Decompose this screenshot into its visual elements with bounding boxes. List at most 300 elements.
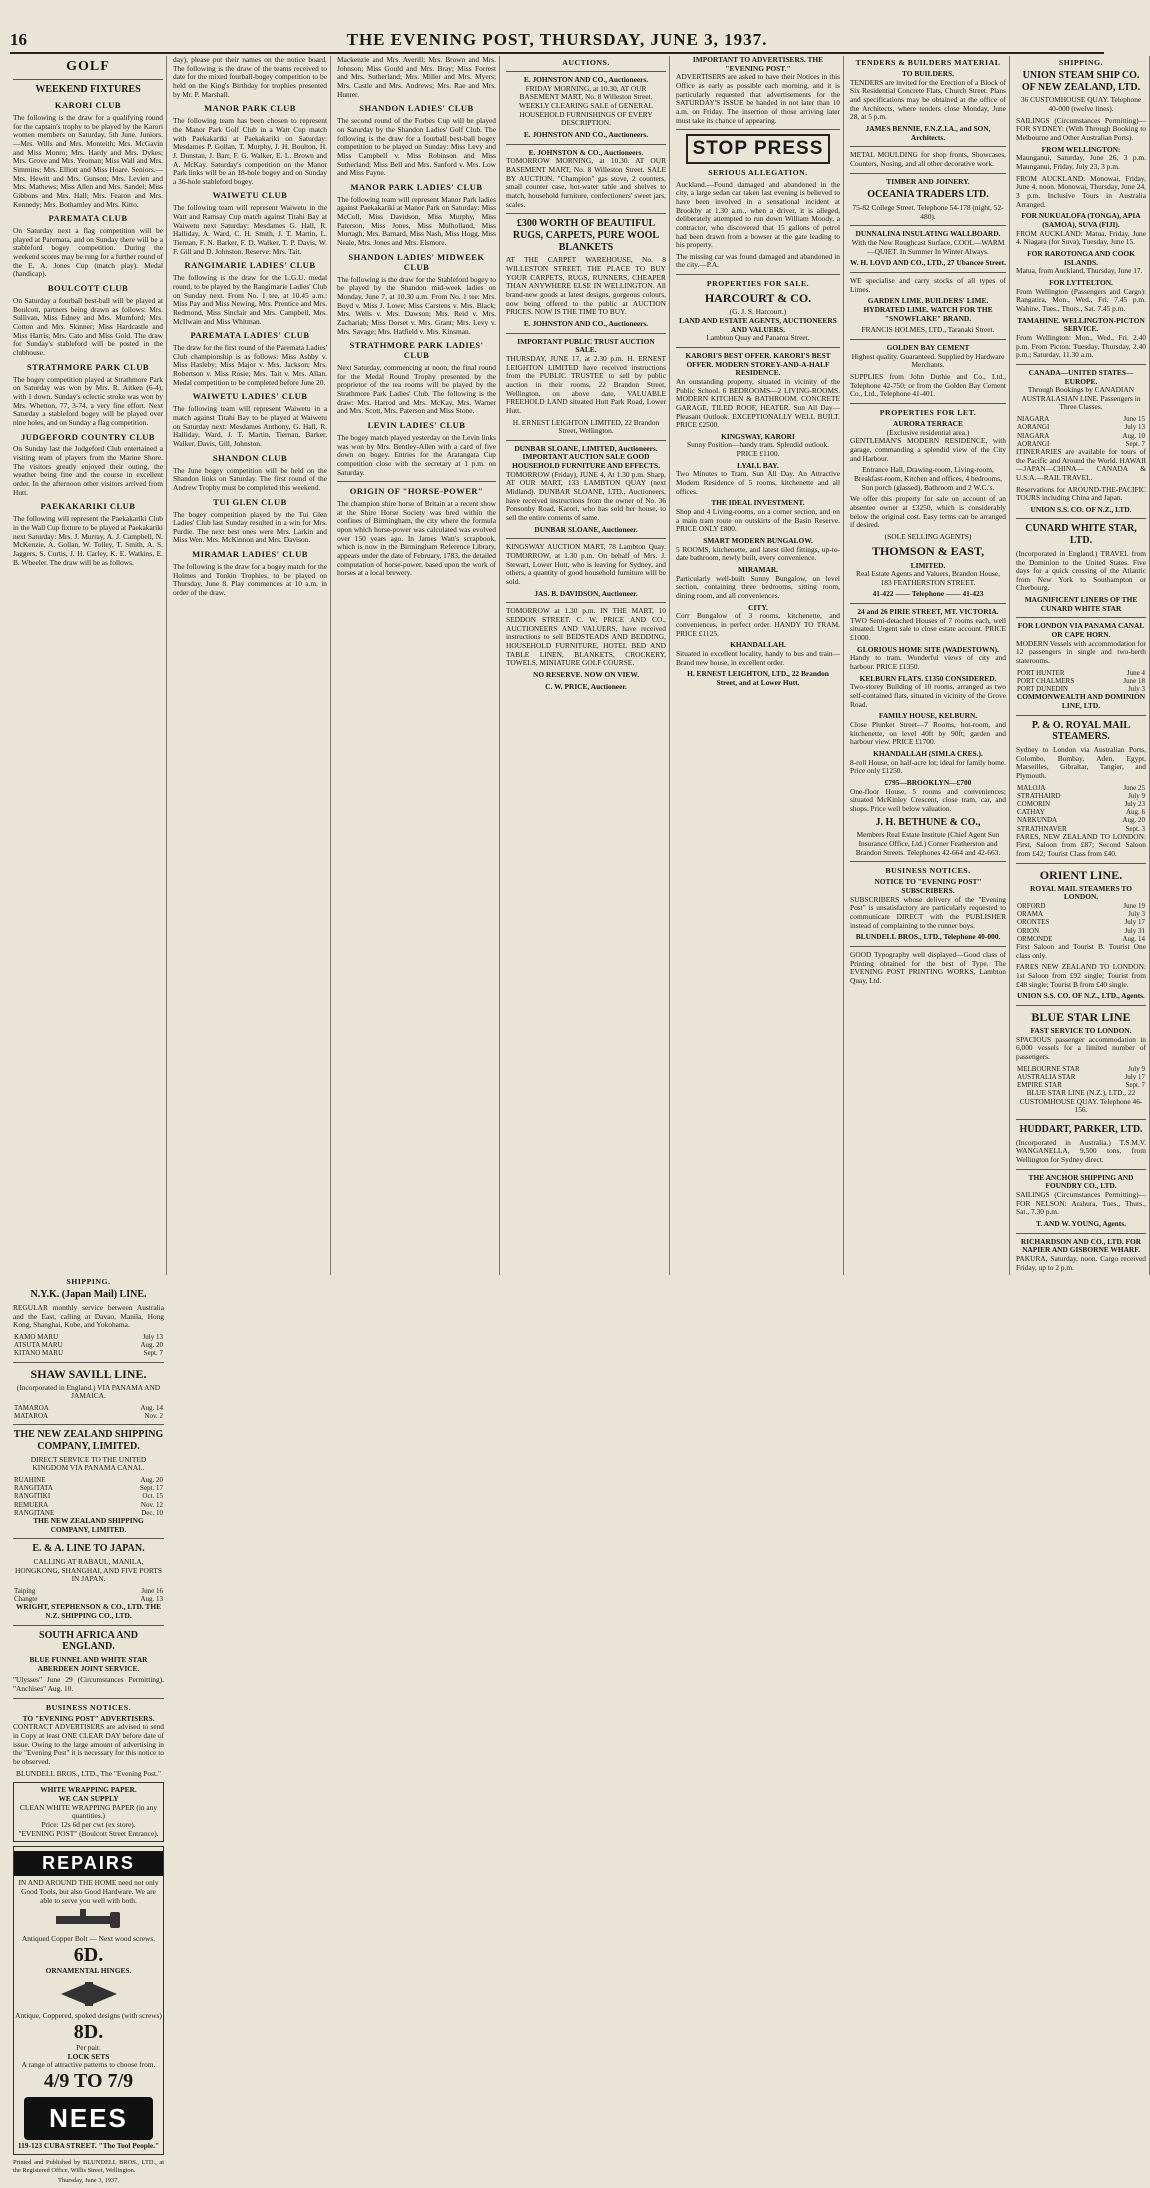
imprint: Printed and Published by BLUNDELL BROS., LTD., at the Registered Office, Willis Street, Wellington. [13,2159,164,2174]
divider [13,1698,164,1699]
divider [1016,1169,1146,1170]
listing-brooklyn-title: £795—BROOKLYN—£700 [884,777,972,787]
article-paekakariki: The following will represent the Paekakariki Club in the Wall Cup fixture to be played at Paekakariki next Saturday: Mrs. J. Murray, A. J. Campbell, N. McKenzie, A. Gollan, W. Tolley, T. Smith, A. S. Jaggers, S. Curtis, J. H. Carley, K. E. Watkins, E. B. Wheeler. The draw will be as follows. [13,514,163,567]
ad-ward-sign: W. H. LOVD AND CO., LTD., 27 Ubancee Street. [850,258,1006,268]
divider [850,272,1006,273]
weekend-fixtures-heading: WEEKEND FIXTURES [35,84,141,96]
column-golf-2 [170,56,331,1275]
listing-ideal-title: THE IDEAL INVESTMENT. [711,498,805,508]
table-row: TAMAROA Aug. 14 [14,1404,163,1412]
ad-carpet-sign: E. JOHNSTON AND CO., Auctioneers. [523,318,649,328]
ad-union-from-wellington: FROM WELLINGTON: [1041,144,1121,154]
ad-limes-list: GARDEN LIME. BUILDERS' LIME. HYDRATED LIME. WATCH FOR THE "SNOWFLAKE" BRAND. [863,296,993,323]
ad-metal-text: METAL MOULDING for shop fronts, Showcases, Counters, Nosing, and all other decorative work. [850,150,1006,169]
ad-dunbar-sub: IMPORTANT AUCTION SALE GOOD HOUSEHOLD FURNITURE AND EFFECTS. [512,452,660,471]
ad-port-line-title: FOR LONDON VIA PANAMA CANAL OR CAPE HORN. [1017,621,1145,640]
ad-cement-text: Highest quality. Guaranteed. Supplied by Hardware Merchants. [851,351,1005,370]
schedule-port-line [1016,669,1146,694]
column-shipping-2 [10,1275,167,2188]
ad-po-text: Sydney to London via Australian Ports, Colombo, Bombay, Aden, Egypt, Marseilles, Gibraltar, Tangier, and Plymouth. [1016,744,1146,780]
ad-bluestar-sub: FAST SERVICE TO LONDON. [1030,1025,1132,1035]
article-karori: The following is the draw for a qualifying round for the captain's trophy to be played by the Karori women members on Saturday, 5th June. Juniors.—Mrs. Wills and Mrs. Monteith; Mrs. McGavin and Miss Monro; Mrs. Hardy and Mrs. Dykes; Mrs. Grove and Mrs. Yeoman; Miss Wall and Mrs. Simmins; Mrs. Elliott and Miss Hoare. Seniors.—Mrs. Hewitt and Mrs. Gunson; Mrs. Levien and Mrs. Mathews; Miss Allen and Mrs. Sandel; Miss Gibbons and Mrs. Hall; Mrs. Fearon and Mrs. Kennedy; Mrs. Bothamley and Mrs. Kitto. [13,113,163,209]
table-row: STRATHAIRD July 9 [1017,791,1145,800]
column-tenders [847,56,1010,1275]
ad-nzsc-title: THE NEW ZEALAND SHIPPING COMPANY, LIMITED. [13,1429,164,1453]
ad-wrapping-sign: "EVENING POST" (Boulcott Street Entrance). [18,1828,159,1838]
listing-kingsway-title: KINGSWAY, KARORI [721,431,795,441]
ad-bluestar-text: SPACIOUS passenger accommodation in 6,000 vessels for a limited number of passengers. [1016,1034,1146,1061]
divider [1016,863,1146,864]
ad-cement-title: GOLDEN BAY CEMENT [886,342,970,352]
divider [1016,1233,1146,1234]
listing-gentlemans-title: GENTLEMAN'S MODERN RESIDENCE, with garage, commanding a splendid view of the City and Harbour. [850,436,1006,463]
ad-supplies-text: SUPPLIES from John Duthie and Co., Ltd., Telephone 42-750; or from the Golden Bay Cement Co., Ltd., Telephone 41-401. [850,371,1006,399]
divider [850,339,1006,340]
club-heading-waiwetu-ladies: WAIWETU LADIES' CLUB [192,391,308,402]
article-judgeford: On Sunday last the Judgeford Club entertained a visiting team of players from the Marine Shore. The visitors greatly enjoyed their outing, the weather being fine and the course in excellent order. In the afternoon other visitors arrived from Hutt. [13,444,163,497]
ad-orient-text: First Saloon and Tourist B. Tourist One class only. [1016,941,1146,960]
listing-glorious-text: Handy to tram. Wonderful views of city and harbour. PRICE £1350. [850,653,1006,672]
column-golf-3 [334,56,500,1275]
listing-ideal-text: Shop and 4 Living-rooms, on a corner section, and on a main tram route on outskirts of the Basin Reserve. PRICE ONLY £800. [676,507,840,534]
divider [506,213,666,214]
table-row: ATSUTA MARU Aug. 20 [14,1341,163,1350]
divider [13,1424,164,1425]
stop-press-text-2: The missing car was found damaged and abandoned in the city.—P.A. [676,251,840,270]
ad-canada-text: Through Bookings by CANADIAN AUSTRALASIAN LINE. Passengers in Three Classes. [1021,385,1141,412]
ad-bethune-text: Members Real Estate Institute (Chief Agent Sun Insurance Office, Ltd.) Corner Featherston and Brandon Streets. Telephones 42-664 and 42-663. [855,830,1001,857]
table-row: NIAGARA Aug. 10 [1017,431,1145,440]
notice-advertisers-title: IMPORTANT TO ADVERTISERS. THE "EVENING POST." [692,55,824,73]
ad-huddart-title: HUDDART, PARKER, LTD. [1019,1124,1143,1136]
ad-dunnalina-title: DUNNALINA INSULATING WALLBOARD. [855,229,1001,239]
ad-union-title: UNION STEAM SHIP CO. OF NEW ZEALAND, LTD. [1021,70,1141,93]
masthead [10,30,1104,54]
article-waiwetu-ladies: The following team will represent Waiwetu in a match against Titahi Bay to be played at Waiwetu on Saturday next: Mesdames Anthony, G. Hall, R. Halliday, Ward, J. T. Martin, Tiernan, Barker, Walker, Davis, Gill, Johnston. [173,404,327,448]
club-heading-strathmore-ladies: STRATHMORE PARK LADIES' CLUB [349,340,484,361]
divider [1016,1119,1146,1120]
listing-kelburn-title: KELBURN FLATS. £1350 CONSIDERED. [859,673,997,683]
schedule-canada [1016,415,1146,448]
divider [850,603,1006,604]
ad-orient-sub: ROYAL MAIL STEAMERS TO LONDON. [1030,883,1132,902]
table-row: CATHAY Aug. 6 [1017,808,1145,817]
schedule-nyk [13,1333,164,1358]
ad-bolt-price: 6D. [73,1943,104,1966]
ad-johnston-text: FRIDAY MORNING, at 10.30, AT OUR BASEMENT MART, No. 8 Willeston Street. WEEKLY CLEARING SALE of GENERAL HOUSEHOLD FURNISHINGS OF EVERY DESCRIPTION. [518,83,654,128]
article-strathmore-ladies: Next Saturday, commencing at noon, the final round for the Medal Round Trophy presented by the proprietor of the tea rooms will be played by the Strathmore Park Ladies' Club. The following is the draw: Mrs. Harrod and Mrs. McKay, Mrs. Warner and Mrs. Scott, Mrs. Paterson and Miss Stone. [337,363,496,416]
ad-leighton-sign: H. ERNEST LEIGHTON, LTD., 22 Brandon Street, and at Lower Hutt. [687,669,829,687]
ad-anchor-text: SAILINGS (Circumstances Permitting)— FOR NELSON: Arahura, Tues., Thurs., Sat., 7.30 p.m. [1016,1190,1146,1217]
club-heading-paremata-ladies: PAREMATA LADIES' CLUB [190,330,310,341]
ad-oceania-title: OCEANIA TRADERS LTD. [867,189,989,201]
ad-johnston2-title: E. JOHNSTON & CO., Auctioneers. [528,147,644,157]
table-row: REMUERA Nov. 12 [14,1500,163,1509]
ad-canada-title: CANADA—UNITED STATES—EUROPE. [1028,367,1134,386]
club-heading-rangimarie: RANGIMARIE LADIES' CLUB [184,260,316,271]
table-row: PORT DUNEDIN July 3 [1017,685,1145,694]
ad-safrica-more: "Ulysses" June 29 (Circumstances Permitting). "Anchises" Aug. 10. [13,1675,164,1693]
ad-wrapping-title: WHITE WRAPPING PAPER. [40,1785,137,1795]
ad-typography: GOOD Typography well displayed—Good class of Printing obtained for the best of Type. The EVENING POST PRINTING WORKS, Lambton Quay, Ltd. [850,949,1006,985]
divider [676,347,840,348]
table-row: PORT HUNTER June 4 [1017,668,1145,677]
table-row: Changte Aug. 13 [14,1595,163,1604]
ad-dunbar-text: TOMORROW (Friday), JUNE 4, At 1.30 p.m. Sharp, AT OUR MART, 133 LAMBTON QUAY (next Midland). DUNBAR SLOANE, LTD., Auctioneers, have received instructions from the owner of No. 36 Ponsonby Road, Karori, who has sold her house, to sell the entire contents of same. [506,469,666,523]
club-heading-manor-ladies: MANOR PARK LADIES' CLUB [350,181,483,192]
ad-harcourt-line: LAND AND ESTATE AGENTS, AUCTIONEERS AND VALUERS. [679,315,837,334]
table-row: KITANO MARU Sept. 7 [14,1349,163,1358]
stop-press-text: Auckland.—Found damaged and abandoned in the city, a large sedan car taken last evening is believed to have been involved in a sensational incident at Brookby at 1.30 a.m., when a driver, it is alleged, deliberately attempted to run down William Moody, a contractor, who discovered that 15 gallons of petrol had been drawn from a bowser at the gate leading to his property. [676,179,840,250]
ad-tamahine-title: TAMAHINE. WELLINGTON-PICTON SERVICE. [1017,315,1145,334]
ad-builders-title: TO BUILDERS. [901,69,955,79]
ad-dunnalina-text: With the New Roughcast Surface, COOL—WARM—QUIET. In Summer In Winter Always. [851,237,1005,256]
listing-mt-text: TWO Semi-detached Houses of 7 rooms each, well situated. Urgent sale to close estate account. PRICE £1000. [850,615,1006,643]
notice-contract-text: CONTRACT ADVERTISERS are advised to send in Copy at least ONE CLEAR DAY before date of issue. Owing to the large amount of advertising in the "Evening Post" it is necessary for this notice to be observed. [13,1722,164,1767]
ad-builders-text: TENDERS are invited for the Erection of a Block of Six Residential Concrete Flats, Church Street. Plans and specifications may be obtained at the office of the Architects, where tenders close Monday, June 28, at 5 p.m. [850,77,1006,122]
divider [506,602,666,603]
club-heading-waiwetu: WAIWETU CLUB [212,190,288,201]
ad-commonwealth: COMMONWEALTH AND DOMINION LINE, LTD. [1016,692,1146,710]
listing-brooklyn-text: One-floor House, 5 rooms and conveniences; situated McKinley Crescent, close tram, car, and shops. Price well below valuation. [850,786,1006,813]
club-heading-miramar: MIRAMAR LADIES' CLUB [192,549,308,560]
ad-dunbar-title: DUNBAR SLOANE, LIMITED, Auctioneers. [514,443,658,453]
club-heading-shandon-ladies: SHANDON LADIES' CLUB [359,103,474,114]
ad-thomson-text: Real Estate Agents and Valuers, Brandon House, 183 FEATHERSTON STREET. [856,569,1000,587]
table-row: PORT CHALMERS June 18 [1017,676,1145,685]
listing-city-text: Corr Bungalow of 3 rooms, kitchenette, and conveniences, in perfect order. HANDY TO TRAM. PRICE £1125. [676,611,840,638]
ad-nees-address: 119-123 CUBA STREET. "The Tool People." [17,2140,160,2150]
club-heading-karori: KARORI CLUB [54,100,122,111]
section-heading-shipping: SHIPPING. [66,1277,111,1287]
notice-advertisers-text: ADVERTISERS are asked to have their Notices in this Office as early as possible each morning, and it is particularly requested that advertisements for the SATURDAY'S ISSUE be handed in not later than 10 a.m. on Friday. The insertion of those arriving later must take its chance of appearing. [676,72,840,125]
article-levin: The bogey match played yesterday on the Levin links was won by Mrs. Bentley-Allen with a card of five down on bogey. Entries for the Aratangata Cup competition close with the secretary at 1 p.m. on Saturday. [337,432,496,477]
ad-lyttelton-text: From Wellington (Passengers and Cargo): Rangatira, Mon., Wed., Fri. 7.45 p.m. Wahine, Tues., Thurs., Sat. 7.45 p.m. [1016,286,1146,313]
listing-karori-text: An outstanding property, situated in vicinity of the Public School. 6 BEDROOMS—2 LIVING-ROOMS. MODERN KITCHEN & BATHROOM. CONCRETE GARAGE, TILED ROOF, HEATER. Sun All Day—Pleasant Outlook. EXCEPTIONALLY WELL BUILT. PRICE £2500. [676,376,840,430]
divider [850,225,1006,226]
schedule-nzsc [13,1476,164,1517]
schedule-ea [13,1587,164,1603]
divider [1016,518,1146,519]
ad-price-text: TOMORROW at 1.30 p.m. IN THE MART, 10 SEDDON STREET. C. W. PRICE AND CO., AUCTIONEERS AND VALUERS, have received instructions to sell BEDSTEADS AND BEDDING, HOUSEHOLD FURNITURE, HOTEL BED AND TABLE LINEN, BLANKETS, CROCKERY, TOWELS, MINIATURE GOLF COURSE. [506,606,666,668]
section-heading-business: BUSINESS NOTICES. [45,1702,132,1712]
ad-locksets-price: 4/9 TO 7/9 [43,2070,134,2093]
listing-miramar-text: Particularly well-built Sunny Bungalow, on level section, containing three bedrooms, sitting room, dining room, and all conveniences. [676,573,840,600]
ad-nzsc-sign: THE NEW ZEALAND SHIPPING COMPANY, LIMITED. [33,1516,144,1534]
ad-bolt-text: Antiqued Copper Bolt — Next wood screws. [21,1934,156,1944]
ad-harcourt-addr: Lambton Quay and Panama Street. [706,333,810,343]
ad-anchor-sign: T. AND W. YOUNG, Agents. [1036,1219,1126,1229]
schedule-bluestar [1016,1065,1146,1090]
table-row: MALOJA June 25 [1017,783,1145,792]
article-heading-horse-power: ORIGIN OF "HORSE-POWER" [349,486,484,497]
ad-nees-logo: NEES [24,2097,153,2139]
divider [506,71,666,72]
section-golf-heading: GOLF [66,59,110,74]
ad-harcourt-sub: (G. J. S. Harcourt.) [729,307,787,317]
ad-price-sign: C. W. PRICE, Auctioneer. [545,681,627,691]
ad-nuku-title: FOR NUKUALOFA (TONGA), APIA (SAMOA), SUVA (FIJI). [1021,211,1141,230]
listing-khandallah-text: 8-roll House, on half-acre lot; ideal for family home. Price only £1250. [850,757,1006,776]
ad-ea-title: E. & A. LINE TO JAPAN. [32,1543,145,1555]
article-tui-glen: The bogey competition played by the Tui Glen Ladies' Club last Sunday resulted in a win for Mrs. Purdie. The next best ones were Mrs. Larkin and Miss Wen. Mrs. McKinnon and Mrs. Davison. [173,509,327,545]
divider [337,481,496,482]
divider [850,861,1006,862]
ad-wrapping-price: Price: 12s 6d per cwt (ex store). [41,1819,136,1829]
ad-locksets-text: A range of attractive patterns to choose from. [21,2060,156,2070]
ad-po-title: P. & O. ROYAL MAIL STEAMERS. [1031,719,1131,743]
column-golf [10,56,167,1275]
ad-price-reserve: NO RESERVE. NOW ON VIEW. [533,669,639,679]
ad-hinges-text: Antique, Coppered, spoked designs (with screws) [15,2011,162,2021]
club-heading-manor: MANOR PARK CLUB [204,103,296,114]
listing-lyall-text: Two Minutes to Tram. Sun All Day. An Attractive Modern Residence of 5 rooms, kitchenette and all offices. [676,469,840,496]
listing-smart-text: 5 ROOMS, kitchenette, and latest tiled fittings, up-to-date bathroom, newly built, every convenience. [676,544,840,563]
listing-city-title: CITY. [748,602,768,612]
ad-huddart-text: (Incorporated in Australia.) T.S.M.V. WANGANELLA, 9,500 tons, from Wellington for Sydney direct. [1016,1137,1146,1165]
divider [13,1625,164,1626]
schedule-orient [1016,902,1146,943]
table-row: RANGITATA Sept. 17 [14,1484,163,1493]
divider [850,946,1006,947]
section-heading-tenders: TENDERS & BUILDERS MATERIAL [855,58,1001,67]
listing-glorious-title: GLORIOUS HOME SITE (WADESTOWN). [857,644,999,654]
ad-union-auckland-text: FROM AUCKLAND: Monowai, Friday, June 4, noon. Monowai, Thursday, June 24, 3 p.m. Inclusive Tours in Australia Arranged. [1016,173,1146,209]
article-intro: Mackenzie and Mrs. Averill; Mrs. Brown and Mrs. Johnson; Miss Gould and Mrs. Bray; Miss Forrest and Mrs. Sutherland; Mrs. Miller and Mrs. Myers; Mrs. Castle and Mrs. Andrews; Mrs. Rae and Mrs. Hunter. [337,55,496,99]
table-row: RUAHINE Aug. 20 [14,1476,163,1485]
columns [10,55,1147,2185]
sole-agents: (SOLE SELLING AGENTS) [884,531,972,541]
ad-ea-text: CALLING AT RABAUL, MANILA, HONGKONG, SHANGHAI, AND FIVE PORTS IN JAPAN. [15,1557,162,1584]
table-row: ORFORD June 19 [1017,902,1145,911]
listing-smart-title: SMART MODERN BUNGALOW. [703,536,813,546]
article-boulcott: On Saturday a fourball best-ball will be played at Boulcott, partners being drawn as follows: Mrs. Sullivan, Miss Edney and Mrs. Mumford; Mrs. Cotton and Mrs. Skinner; Miss Hardcastle and Miss Harris; Mrs. Cato and Miss Gold. The draw for Sunday's stableford will be posted in the clubhouse. [13,296,163,357]
ad-itineraries-title: ITINERARIES are available for tours of the Pacific and Around the World. HAWAII—JAPAN—CHINA— CANADA & U.S.A.—RAIL TRAVEL. [1016,446,1146,482]
club-heading-shandon-midweek: SHANDON LADIES' MIDWEEK CLUB [348,251,485,272]
listing-family-text: Close Plunket Street—7 Rooms, hot-room, and kitchenette, on level 40ft by 90ft; garden and harbour view. PRICE £1700. [850,720,1006,747]
ad-dunbar-sign: DUNBAR SLOANE, Auctioneer. [534,524,638,534]
article-manor-ladies: The following team will represent Manor Park ladies against Paekakariki at Manor Park on Saturday: Miss McColl, Miss Davidson, Miss Murphy, Miss Paterson, Miss Jones, Miss Mulholland, Miss Murtagh, Mrs. Barnard, Miss Nash, Miss Hogg, Miss Neale, Mrs. Jones and Mrs. Elsmore. [337,194,496,248]
divider [1016,617,1146,618]
ad-anchor-title: THE ANCHOR SHIPPING AND FOUNDRY CO., LTD. [1028,1172,1134,1191]
ad-oceania-text: 75-82 College Street. Telephone 54-178 (night, 52-480). [852,203,1004,221]
table-row: EMPIRE STAR Sept. 7 [1017,1080,1145,1089]
article-miramar: The following is the draw for a bogey match for the Holmes and Tonkin Trophies, to be played on Thursday, June 8. Play commences at 10 a.m. in order of the draw. [173,562,327,598]
listing-aurora-sub: (Exclusive residential area.) [886,427,970,437]
masthead-title: THE EVENING POST, THURSDAY, JUNE 3, 1937. [346,30,768,49]
ad-builders-sign: JAMES BENNIE, F.N.Z.I.A., and SON, Architects. [865,124,991,142]
column-shipping [1013,56,1150,1275]
ad-cunard-title: CUNARD WHITE STAR, LTD. [1025,523,1137,547]
divider [13,1362,164,1363]
ad-johnston2-text: TOMORROW MORNING, at 10.30. AT OUR BASEMENT MART, No. 8 Willeston Street. SALE BY AUCTION. "Champion" gas stove, 2 counters, small counter case, hot-water table and shelves to match, household furniture, confectioners' sweet jars, scales. [506,156,666,209]
ad-cunard-sub: MAGNIFICENT LINERS OF THE CUNARD WHITE STAR [1024,595,1138,613]
table-row: KAMO MARU July 13 [14,1333,163,1342]
ad-union-wellington-text: Maunganui, Saturday, June 26, 3 p.m. Maunganui, Friday, July 23, 3 p.m. [1016,153,1146,172]
table-row: ORMONDE Aug. 14 [1017,934,1145,943]
table-row: NARKUNDA Aug. 20 [1017,816,1145,825]
stop-press-subheading: SERIOUS ALLEGATION. [708,168,808,178]
listing-terms: We offer this property for sale on account of an absentee owner at £3250, which is considerably below the original cost. Easy terms can be arranged if desired. [850,494,1006,530]
ad-hinges-unit: Per pair. [76,2043,101,2053]
divider [506,440,666,441]
ad-ea-sign: WRIGHT, STEPHENSON & CO., LTD. THE N.Z. SHIPPING CO., LTD. [15,1602,162,1620]
column-stop-press [673,56,844,1275]
club-heading-judgeford: JUDGEFORD COUNTRY CLUB [20,431,156,442]
ad-shaw-text: (Incorporated in England.) VIA PANAMA AND JAMAICA. [16,1382,161,1401]
listing-khandallah-title: KHANDALLAH (SIMLA CRES.). [873,748,983,758]
hinge-icon [14,1980,163,2008]
ad-union-sign: UNION S.S. CO. OF N.Z., LTD. [1030,504,1132,514]
listing-lyall-title: LYALL BAY. [737,460,779,470]
listing-mt-title: 24 and 26 PIRIE STREET, MT. VICTORIA. [857,607,999,617]
section-heading-properties-let: PROPERTIES FOR LET. [879,407,977,417]
listing-karori-title: KARORI'S BEST OFFER. KARORI'S BEST OFFER. MODERN STOREY-AND-A-HALF RESIDENCE. [685,350,831,378]
ad-richardson-title: RICHARDSON AND CO., LTD. FOR NAPIER AND GISBORNE WHARF. [1020,1236,1142,1255]
article-strathmore: The bogey competition played at Strathmore Park on Saturday was won by Mrs. R. Aitken (6-4), with 1 down. Sunday's eclectic stroke was won by Mrs. Whetton, 77, 3-74, a very fine effort. Next Saturday a stableford bogey will be played over nine holes, and on Sunday a flag competition. [13,374,163,427]
table-row: ORAMA July 3 [1017,910,1145,919]
ad-wrapping-line3: CLEAN WHITE WRAPPING PAPER (in any quantities.) [19,1802,158,1821]
table-row: STRATHNAVER Sept. 3 [1017,824,1145,833]
section-heading-auctions: AUCTIONS. [562,58,610,67]
table-row: COMORIN July 23 [1017,799,1145,808]
club-heading-tui-glen: TUI GLEN CLUB [213,496,287,507]
ad-hinges-title: ORNAMENTAL HINGES. [45,1966,132,1976]
table-row: MELBOURNE STAR July 9 [1017,1064,1145,1073]
ad-orient-sign: UNION S.S. CO. OF N.Z., LTD., Agents. [1017,991,1145,1001]
notice-subscribers-title: NOTICE TO "EVENING POST" SUBSCRIBERS. [874,877,982,895]
ad-lyttelton-title: FOR LYTTELTON. [1049,277,1113,287]
ad-wrapping-paper [13,1782,164,1842]
ad-carpet-title: £300 WORTH OF BEAUTIFUL RUGS, CARPETS, PURE WOOL BLANKETS [512,218,660,253]
notice-contract-sign: BLUNDELL BROS., LTD., The "Evening Post." [16,1768,161,1778]
notice-subscribers-sign: BLUNDELL BROS., LTD., Telephone 40-000. [855,932,1001,942]
ad-raro-text: Matua, from Auckland, Thursday, June 17. [1016,266,1143,276]
divider [1016,715,1146,716]
divider [506,333,666,334]
notice-subscribers-text: SUBSCRIBERS whose delivery of the "Evening Post" is unsatisfactory are particularly requested to communicate DIRECT with the PUBLISHER instead of complaining to the runner boys. [850,894,1006,930]
club-heading-boulcott: BOULCOTT CLUB [47,283,129,294]
club-heading-levin: LEVIN LADIES' CLUB [367,419,466,430]
section-heading-properties: PROPERTIES FOR SALE. [706,279,810,289]
article-waiwetu: The following team will represent Waiwetu in the Watt and Ramsay Cup match against Titahi Bay at Waiwetu next Saturday: Mesdames G. Hall, R. Halliday, A. Ward, C. H. Smith, J. T. Martin, L. Tiernan, F. N. Barker, F. D. Walker, T. P. Davis, W. F. Gill and D. Johnston. Reserve: Mrs. Tait. [173,203,327,256]
ad-orient-fares: FARES NEW ZEALAND TO LONDON: 1st Saloon from £92 single; Tourist from £48 single; Tourist B from £40 single. [1016,962,1146,989]
ad-repairs-text: IN AND AROUND THE HOME need not only Good Tools, but also Good Hardware. We are able to serve you well with both. [18,1878,159,1905]
listing-family-title: FAMILY HOUSE, KELBURN. [878,711,978,721]
ad-itineraries-text: Reservations for AROUND-THE-PACIFIC TOURS including China and Japan. [1016,484,1146,503]
table-row: ORONTES July 17 [1017,918,1145,927]
ad-nyk-text: REGULAR monthly service between Australia and the East, calling at Davao, Manila, Hong Kong, Shanghai, Kobe, and Yokohama. [13,1303,164,1330]
ad-repairs-heading: REPAIRS [14,1851,163,1876]
article-shandon: The June bogey competition will be held on the Shandon links on Saturday. The first round of the Andrew Trophy must be completed this weekend. [173,465,327,492]
section-heading-business: BUSINESS NOTICES. [885,866,971,876]
divider [1016,1005,1146,1006]
table-row: AUSTRALIA STAR July 17 [1017,1072,1145,1081]
listing-gentlemans-text: Entrance Hall, Drawing-room, Living-room, Breakfast-room, Kitchen and offices, 4 bedrooms, Sun porch (glassed), Bathroom and 2 W.C.'s. [853,465,1003,492]
ad-richardson-text: PAKURA, Saturday, noon. Cargo received Friday, up to 2 p.m. [1016,1254,1146,1272]
ad-timber-title: TIMBER AND JOINERY. [886,176,970,186]
table-row: NIAGARA June 15 [1017,415,1145,424]
page-number: 16 [10,30,27,49]
ad-wrapping-line2: WE CAN SUPPLY [58,1794,119,1804]
ad-tamahine-text: From Wellington: Mon., Wed., Fri. 2.40 p.m. From Picton: Tuesday, Thursday, 2.40 p.m.; Saturday, 11.30 a.m. [1016,332,1146,360]
section-heading-shipping: SHIPPING. [1058,58,1104,67]
ad-trust-text: THURSDAY, JUNE 17, at 2.30 p.m. H. ERNEST LEIGHTON LIMITED have received instructions from the PUBLIC TRUSTEE to sell by public auction in their rooms, 22 Brandon Street, Wellington, on above date, VALUABLE FREEHOLD LAND situated Hutt Park Road, Lower Hutt. [506,353,666,415]
divider [13,79,163,80]
table-row: Taiping June 16 [14,1586,163,1595]
article-horse-power: The champion shire horse of Britain at a recent show at the Shire Horse Society was bred within the confines of Birmingham, the city where the formula upon which horse-power was calculated was evolved over 150 years ago. In James Watt's scrapbook, which is now in the Birmingham Reference Library, appears under the date of February, 1783, the detailed computation of horse-power, based upon the work of horses at a local brewery. [337,499,496,578]
schedule-po [1016,784,1146,833]
article-intro: day), please put their names on the notice board. The following is the draw of the teams received to date for the mixed fourball-bogey competition to be held on the King's Birthday for trophies presented by Mr. P. Marshall. [173,55,327,99]
article-paremata-ladies: The draw for the first round of the Paremata Ladies' Club championship is as follows: Miss Ashby v. Miss Hasleby; Miss Major v. Mrs. Jackson; Mrs. Robertson v. Miss Rosie; Mrs. Tait v. Mrs. Allan. Medal competition to be completed before June 20. [173,343,327,387]
ad-kingsway-sign: JAS. B. DAVIDSON, Auctioneer. [534,588,638,598]
ad-port-line-text: MODERN Vessels with accommodation for 12 passengers in single and two-berth staterooms. [1016,638,1147,666]
ad-harcourt-title: HARCOURT & CO. [704,291,812,306]
table-row: RANGITANE Dec. 10 [14,1508,163,1517]
ad-thomson-sub: LIMITED. [910,560,946,570]
divider [1016,364,1146,365]
divider [13,1538,164,1539]
ad-bethune-title: J. H. BETHUNE & CO., [875,816,981,828]
table-row: AORANGI July 13 [1017,423,1145,432]
club-heading-paekakariki: PAEKAKARIKI CLUB [40,501,136,512]
ad-carpet-text: AT THE CARPET WAREHOUSE, No. 8 WILLESTON STREET. THE PLACE TO BUY YOUR CARPETS, RUGS, RUNNERS, CHEAPER THAN ANYWHERE ELSE IN WELLINGTON. All brand-new goods at latest designs, gorgeous colours, now being offered to the public at AUCTION PRICES. NOW IS THE TIME TO BUY. [506,255,666,317]
divider [506,144,666,145]
article-rangimarie: The following is the draw for the L.G.U. medal round, to be played by the Rangimarie Ladies' Club on Sunday next. From No. 1 tee, at 10.45 a.m.: Miss Pay and Miss Newing, Mrs. Prentice and Mrs. Redmond, Miss Sinclair and Mrs. Campbell, Mrs. McIlwain and Miss Whitman. [173,273,327,326]
ad-cunard-text: (Incorporated in England.) TRAVEL from the Dominion to the United States. Five days for a quick crossing of the Atlantic from New York to Southampton or Cherbourg. [1016,548,1146,593]
divider [676,129,840,130]
ad-johnston-title: E. JOHNSTON AND CO., Auctioneers. [523,75,649,85]
ad-safrica-title: SOUTH AFRICA AND ENGLAND. [39,1629,138,1653]
ad-bluestar-sign: BLUE STAR LINE (N.Z.), LTD., 22 CUSTOMHOUSE QUAY. Telephone 46-156. [1019,1088,1143,1115]
listing-kelburn-text: Two-storey Building of 10 rooms, arranged as two self-contained flats, situated in vicinity of the Grove Road. [850,682,1006,709]
ad-nyk-title: N.Y.K. (Japan Mail) LINE. [30,1289,147,1301]
article-paremata: On Saturday next a flag competition will be played at Paremata, and on Sunday there will be a stableford bogey competition. During the weekend scores may be rung for a further round of the E. A. Jones Cup (match play). Medal (handicap). [13,226,164,279]
club-heading-shandon: SHANDON CLUB [212,452,288,463]
ad-raro-title: FOR RAROTONGA AND COOK ISLANDS. [1027,248,1135,267]
ad-johnston-sign: E. JOHNSTON AND CO., Auctioneers. [523,130,649,140]
divider [850,146,1006,147]
ad-locksets-title: LOCK SETS [67,2051,110,2061]
table-row: ORION July 31 [1017,926,1145,935]
stop-press-heading: STOP PRESS [686,134,830,164]
ad-holmes-sign: FRANCIS HOLMES, LTD., Taranaki Street. [861,325,995,335]
imprint-date: Thursday, June 3, 1937. [58,2177,119,2185]
column-auctions [503,56,670,1275]
ad-hinges-price: 8D. [73,2020,104,2043]
divider [850,173,1006,174]
divider [676,274,840,275]
listing-khandallah-text: Situated in excellent locality, handy to bus and train—Brand new house, in excellent order. [676,648,840,667]
ad-kingsway-text: KINGSWAY AUCTION MART, 78 Lambton Quay. TOMORROW, at 1.30 p.m. On behalf of Mrs. J. Stewart, Lower Hutt, who is leaving for Sydney, and others, a quantity of good household furniture will be sold. [506,542,666,587]
table-row: AORANGI Sept. 7 [1017,439,1145,448]
ad-nzsc-text: DIRECT SERVICE TO THE UNITED KINGDOM VIA PANAMA CANAL. [30,1454,147,1473]
ad-nees-hardware [13,1846,164,2155]
ad-safrica-text: BLUE FUNNEL AND WHITE STAR ABERDEEN JOINT SERVICE. [29,1655,148,1673]
notice-contract-title: TO "EVENING POST" ADVERTISERS. [22,1713,155,1723]
ad-trust-title: IMPORTANT PUBLIC TRUST AUCTION SALE. [517,336,655,355]
divider [850,403,1006,404]
club-heading-paremata: PAREMATA CLUB [48,213,128,224]
table-row: MATAROA Nov. 2 [14,1412,163,1421]
article-shandon-midweek: The following is the draw for the Stableford bogey to be played by the Shandon mid-week ladies on Monday, June 7, at 10.30 a.m. From No. 1 tee: Mrs. Boyd v. Miss J. Lowe; Miss Carstens v. Mrs. Black; Mrs. Wells v. Mrs. Dawson; Mrs. Reid v. Mrs. Zachariah; Miss Dorset v. Mrs. Grant; Mrs. Levy v. Mrs. Savage; Mrs. Hatfield v. Mrs. Kinsman. [337,274,496,336]
ad-union-text: SAILINGS (Circumstances Permitting)— FOR SYDNEY: (With Through Booking to Melbourne and Other Australian Ports). [1016,115,1146,143]
listing-aurora-title: AURORA TERRACE [893,418,963,428]
ad-shaw-title: SHAW SAVILL LINE. [30,1366,147,1381]
ad-po-fares: FARES, NEW ZEALAND TO LONDON: First, Saloon from £87; Second Saloon from £42; Tourist Class from £40. [1016,831,1146,859]
listing-miramar-title: MIRAMAR. [737,565,779,574]
schedule-shaw [13,1404,164,1420]
